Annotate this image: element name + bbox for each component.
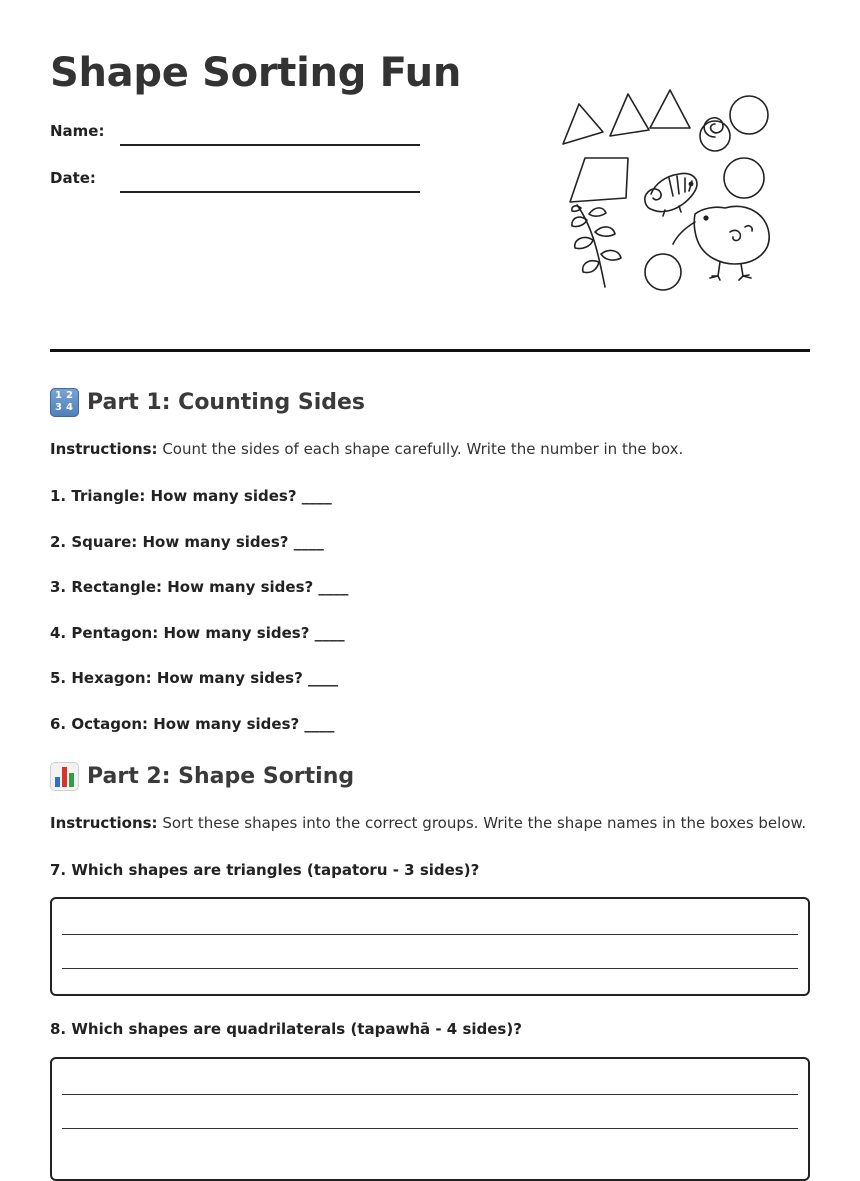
chart-bar-red	[62, 767, 67, 787]
question-5: 5. Hexagon: How many sides? ____	[50, 669, 339, 687]
fern-icon	[572, 205, 621, 287]
date-field[interactable]	[50, 169, 420, 199]
part1-instructions-label: Instructions:	[50, 440, 158, 458]
chart-bar-blue	[55, 777, 60, 787]
shapes-illustration	[555, 82, 780, 297]
question-4: 4. Pentagon: How many sides? ____	[50, 624, 345, 642]
circle-icon	[730, 96, 768, 134]
name-label: Name:	[50, 122, 105, 140]
circle-icon	[724, 158, 764, 198]
answer-line[interactable]	[62, 1094, 798, 1095]
part2-heading	[50, 762, 354, 791]
triangle-icon	[563, 104, 603, 144]
part2-instructions-label: Instructions:	[50, 814, 158, 832]
triangle-icon	[650, 90, 690, 128]
name-field[interactable]	[50, 122, 420, 152]
answer-line[interactable]	[62, 934, 798, 935]
part2-instructions	[50, 814, 806, 832]
triangle-icon	[610, 94, 649, 136]
question-8: 8. Which shapes are quadrilaterals (tapawhā - 4 sides)?	[50, 1020, 522, 1038]
date-label: Date:	[50, 169, 96, 187]
kiwi-bird-icon	[673, 206, 769, 280]
name-underline[interactable]	[120, 144, 420, 146]
answer-box-quadrilaterals[interactable]	[50, 1057, 810, 1181]
input-numbers-icon: 1 2 3 4	[50, 388, 79, 417]
part1-instructions	[50, 440, 683, 458]
question-2: 2. Square: How many sides? ____	[50, 533, 324, 551]
worksheet-title: Shape Sorting Fun	[50, 50, 462, 96]
part1-instructions-text: Count the sides of each shape carefully. Write the number in the box.	[157, 440, 684, 458]
answer-line[interactable]	[62, 968, 798, 969]
answer-line[interactable]	[62, 1128, 798, 1129]
header-divider	[50, 349, 810, 352]
question-3: 3. Rectangle: How many sides? ____	[50, 578, 349, 596]
part2-heading-text: Part 2: Shape Sorting	[87, 764, 355, 789]
bar-chart-icon	[50, 762, 79, 791]
part1-heading	[50, 388, 365, 417]
chart-bar-green	[69, 773, 74, 787]
chameleon-icon	[645, 173, 697, 216]
question-6: 6. Octagon: How many sides? ____	[50, 715, 335, 733]
circle-icon	[645, 254, 681, 290]
answer-box-triangles[interactable]	[50, 897, 810, 996]
part1-heading-text: Part 1: Counting Sides	[87, 390, 366, 415]
part2-instructions-text: Sort these shapes into the correct groups. Write the shape names in the boxes below.	[157, 814, 807, 832]
date-underline[interactable]	[120, 191, 420, 193]
quadrilateral-icon	[570, 158, 628, 202]
question-1: 1. Triangle: How many sides? ____	[50, 487, 332, 505]
question-7: 7. Which shapes are triangles (tapatoru - 3 sides)?	[50, 861, 480, 879]
spiral-icon	[700, 118, 730, 151]
